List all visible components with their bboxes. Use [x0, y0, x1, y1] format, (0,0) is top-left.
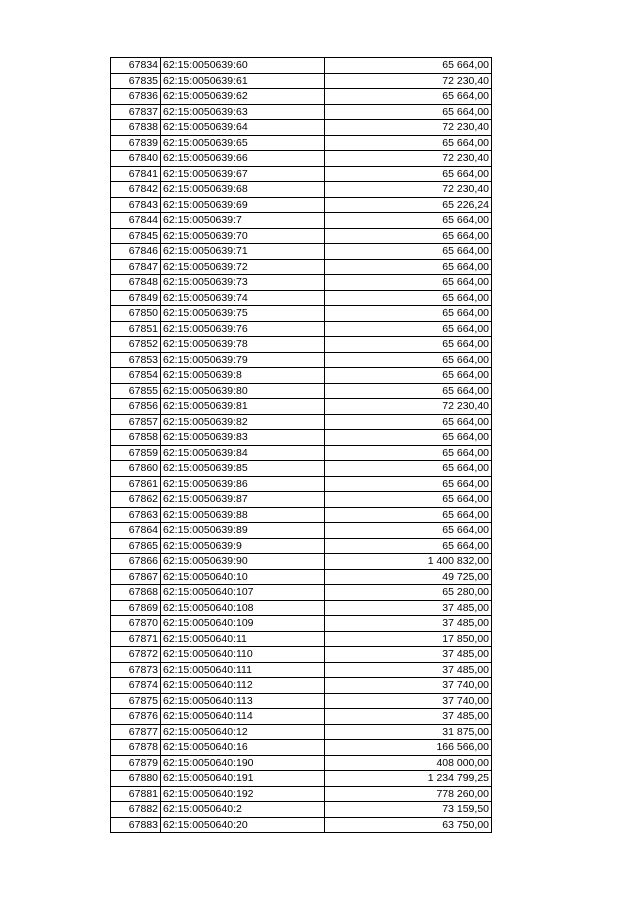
cadastral-value-cell: 65 664,00: [325, 461, 492, 477]
table-row: [111, 430, 492, 446]
cadastral-value-cell: 65 664,00: [325, 523, 492, 539]
cadastral-value-cell: 65 280,00: [325, 585, 492, 601]
table-row: [111, 802, 492, 818]
row-number-cell: 67883: [111, 817, 161, 833]
cadastral-value-cell: 37 740,00: [325, 693, 492, 709]
table-row: [111, 368, 492, 384]
row-number-cell: 67866: [111, 554, 161, 570]
table-row: [111, 383, 492, 399]
cadastral-number-cell: 62:15:0050640:16: [161, 740, 325, 756]
row-number-cell: 67862: [111, 492, 161, 508]
cadastral-number-cell: 62:15:0050639:7: [161, 213, 325, 229]
row-number-cell: 67864: [111, 523, 161, 539]
table-row: [111, 352, 492, 368]
cadastral-number-cell: 62:15:0050640:11: [161, 631, 325, 647]
table-row: [111, 709, 492, 725]
table-row: [111, 306, 492, 322]
cadastral-value-cell: 65 664,00: [325, 321, 492, 337]
cadastral-value-cell: 65 664,00: [325, 244, 492, 260]
cadastral-value-cell: 65 664,00: [325, 352, 492, 368]
table-row: [111, 647, 492, 663]
table-row: [111, 244, 492, 260]
cadastral-value-cell: 65 664,00: [325, 414, 492, 430]
row-number-cell: 67855: [111, 383, 161, 399]
table-row: [111, 740, 492, 756]
row-number-cell: 67876: [111, 709, 161, 725]
table-row: [111, 414, 492, 430]
cadastral-number-cell: 62:15:0050639:71: [161, 244, 325, 260]
cadastral-number-cell: 62:15:0050639:81: [161, 399, 325, 415]
cadastral-value-cell: 65 664,00: [325, 104, 492, 120]
row-number-cell: 67858: [111, 430, 161, 446]
cadastral-number-cell: 62:15:0050639:61: [161, 73, 325, 89]
cadastral-number-cell: 62:15:0050639:88: [161, 507, 325, 523]
row-number-cell: 67838: [111, 120, 161, 136]
table-row: [111, 290, 492, 306]
row-number-cell: 67841: [111, 166, 161, 182]
row-number-cell: 67879: [111, 755, 161, 771]
table-row: [111, 507, 492, 523]
cadastral-number-cell: 62:15:0050639:69: [161, 197, 325, 213]
row-number-cell: 67861: [111, 476, 161, 492]
cadastral-number-cell: 62:15:0050639:82: [161, 414, 325, 430]
table-row: [111, 755, 492, 771]
row-number-cell: 67840: [111, 151, 161, 167]
cadastral-value-cell: 65 664,00: [325, 306, 492, 322]
cadastral-number-cell: 62:15:0050639:78: [161, 337, 325, 353]
table-row: [111, 151, 492, 167]
row-number-cell: 67834: [111, 58, 161, 74]
cadastral-value-cell: 65 664,00: [325, 213, 492, 229]
cadastral-number-cell: 62:15:0050640:192: [161, 786, 325, 802]
row-number-cell: 67847: [111, 259, 161, 275]
row-number-cell: 67872: [111, 647, 161, 663]
cadastral-number-cell: 62:15:0050639:89: [161, 523, 325, 539]
cadastral-number-cell: 62:15:0050639:76: [161, 321, 325, 337]
row-number-cell: 67856: [111, 399, 161, 415]
cadastral-value-cell: 65 664,00: [325, 337, 492, 353]
row-number-cell: 67850: [111, 306, 161, 322]
cadastral-number-cell: 62:15:0050640:10: [161, 569, 325, 585]
cadastral-number-cell: 62:15:0050640:109: [161, 616, 325, 632]
cadastral-number-cell: 62:15:0050639:62: [161, 89, 325, 105]
cadastral-value-cell: 37 485,00: [325, 647, 492, 663]
cadastral-value-cell: 37 485,00: [325, 616, 492, 632]
row-number-cell: 67835: [111, 73, 161, 89]
cadastral-value-cell: 72 230,40: [325, 120, 492, 136]
cadastral-value-cell: 1 234 799,25: [325, 771, 492, 787]
table-row: [111, 693, 492, 709]
table-row: [111, 631, 492, 647]
cadastral-value-cell: 65 664,00: [325, 166, 492, 182]
cadastral-number-cell: 62:15:0050639:90: [161, 554, 325, 570]
cadastral-number-cell: 62:15:0050639:8: [161, 368, 325, 384]
table-row: [111, 554, 492, 570]
table-row: [111, 275, 492, 291]
cadastral-value-table: [110, 57, 492, 833]
cadastral-value-cell: 65 664,00: [325, 228, 492, 244]
table-row: [111, 58, 492, 74]
cadastral-value-cell: 49 725,00: [325, 569, 492, 585]
row-number-cell: 67854: [111, 368, 161, 384]
cadastral-number-cell: 62:15:0050639:72: [161, 259, 325, 275]
row-number-cell: 67863: [111, 507, 161, 523]
cadastral-value-cell: 63 750,00: [325, 817, 492, 833]
cadastral-value-cell: 65 664,00: [325, 290, 492, 306]
table-row: [111, 73, 492, 89]
cadastral-number-cell: 62:15:0050639:60: [161, 58, 325, 74]
row-number-cell: 67843: [111, 197, 161, 213]
cadastral-number-cell: 62:15:0050639:64: [161, 120, 325, 136]
table-row: [111, 321, 492, 337]
row-number-cell: 67857: [111, 414, 161, 430]
cadastral-number-cell: 62:15:0050640:107: [161, 585, 325, 601]
cadastral-value-cell: 65 664,00: [325, 507, 492, 523]
cadastral-value-cell: 31 875,00: [325, 724, 492, 740]
cadastral-number-cell: 62:15:0050639:86: [161, 476, 325, 492]
cadastral-value-cell: 72 230,40: [325, 399, 492, 415]
table-body: [111, 58, 492, 833]
table-row: [111, 817, 492, 833]
table-row: [111, 616, 492, 632]
cadastral-number-cell: 62:15:0050639:80: [161, 383, 325, 399]
row-number-cell: 67880: [111, 771, 161, 787]
row-number-cell: 67844: [111, 213, 161, 229]
table-row: [111, 771, 492, 787]
table-row: [111, 569, 492, 585]
row-number-cell: 67868: [111, 585, 161, 601]
cadastral-number-cell: 62:15:0050639:9: [161, 538, 325, 554]
row-number-cell: 67859: [111, 445, 161, 461]
table-row: [111, 120, 492, 136]
table-row: [111, 678, 492, 694]
cadastral-value-cell: 65 664,00: [325, 89, 492, 105]
cadastral-number-cell: 62:15:0050640:111: [161, 662, 325, 678]
table-row: [111, 104, 492, 120]
cadastral-number-cell: 62:15:0050639:65: [161, 135, 325, 151]
table-row: [111, 786, 492, 802]
cadastral-number-cell: 62:15:0050639:85: [161, 461, 325, 477]
cadastral-value-cell: 166 566,00: [325, 740, 492, 756]
cadastral-value-cell: 65 664,00: [325, 492, 492, 508]
cadastral-value-cell: 37 485,00: [325, 662, 492, 678]
cadastral-number-cell: 62:15:0050639:73: [161, 275, 325, 291]
table-row: [111, 523, 492, 539]
row-number-cell: 67873: [111, 662, 161, 678]
row-number-cell: 67837: [111, 104, 161, 120]
row-number-cell: 67851: [111, 321, 161, 337]
row-number-cell: 67842: [111, 182, 161, 198]
cadastral-value-cell: 65 664,00: [325, 259, 492, 275]
cadastral-number-cell: 62:15:0050640:20: [161, 817, 325, 833]
row-number-cell: 67860: [111, 461, 161, 477]
cadastral-value-cell: 73 159,50: [325, 802, 492, 818]
table-row: [111, 337, 492, 353]
table-row: [111, 182, 492, 198]
cadastral-value-cell: 65 664,00: [325, 476, 492, 492]
row-number-cell: 67845: [111, 228, 161, 244]
table-row: [111, 476, 492, 492]
table-row: [111, 538, 492, 554]
table-row: [111, 600, 492, 616]
cadastral-number-cell: 62:15:0050640:2: [161, 802, 325, 818]
cadastral-value-cell: 778 260,00: [325, 786, 492, 802]
row-number-cell: 67881: [111, 786, 161, 802]
table-row: [111, 259, 492, 275]
cadastral-number-cell: 62:15:0050639:67: [161, 166, 325, 182]
row-number-cell: 67865: [111, 538, 161, 554]
row-number-cell: 67836: [111, 89, 161, 105]
row-number-cell: 67875: [111, 693, 161, 709]
cadastral-number-cell: 62:15:0050640:190: [161, 755, 325, 771]
cadastral-value-cell: 65 664,00: [325, 58, 492, 74]
cadastral-value-cell: 408 000,00: [325, 755, 492, 771]
cadastral-value-cell: 1 400 832,00: [325, 554, 492, 570]
row-number-cell: 67878: [111, 740, 161, 756]
cadastral-value-cell: 65 226,24: [325, 197, 492, 213]
cadastral-number-cell: 62:15:0050639:87: [161, 492, 325, 508]
cadastral-number-cell: 62:15:0050639:83: [161, 430, 325, 446]
table-row: [111, 461, 492, 477]
row-number-cell: 67874: [111, 678, 161, 694]
cadastral-value-cell: 72 230,40: [325, 151, 492, 167]
cadastral-number-cell: 62:15:0050639:63: [161, 104, 325, 120]
row-number-cell: 67870: [111, 616, 161, 632]
table-row: [111, 492, 492, 508]
cadastral-value-cell: 72 230,40: [325, 182, 492, 198]
row-number-cell: 67848: [111, 275, 161, 291]
row-number-cell: 67853: [111, 352, 161, 368]
row-number-cell: 67846: [111, 244, 161, 260]
cadastral-number-cell: 62:15:0050640:114: [161, 709, 325, 725]
table-row: [111, 662, 492, 678]
table-row: [111, 228, 492, 244]
cadastral-value-cell: 65 664,00: [325, 368, 492, 384]
cadastral-value-cell: 65 664,00: [325, 430, 492, 446]
cadastral-value-cell: 65 664,00: [325, 135, 492, 151]
row-number-cell: 67882: [111, 802, 161, 818]
cadastral-value-cell: 37 485,00: [325, 600, 492, 616]
cadastral-number-cell: 62:15:0050640:191: [161, 771, 325, 787]
cadastral-number-cell: 62:15:0050639:66: [161, 151, 325, 167]
table-row: [111, 89, 492, 105]
row-number-cell: 67839: [111, 135, 161, 151]
table-row: [111, 197, 492, 213]
table-row: [111, 724, 492, 740]
cadastral-number-cell: 62:15:0050640:12: [161, 724, 325, 740]
cadastral-value-cell: 37 740,00: [325, 678, 492, 694]
cadastral-number-cell: 62:15:0050640:112: [161, 678, 325, 694]
row-number-cell: 67871: [111, 631, 161, 647]
cadastral-number-cell: 62:15:0050639:70: [161, 228, 325, 244]
cadastral-number-cell: 62:15:0050639:75: [161, 306, 325, 322]
table-row: [111, 166, 492, 182]
table-row: [111, 135, 492, 151]
table-row: [111, 399, 492, 415]
row-number-cell: 67867: [111, 569, 161, 585]
cadastral-number-cell: 62:15:0050639:74: [161, 290, 325, 306]
cadastral-number-cell: 62:15:0050640:113: [161, 693, 325, 709]
row-number-cell: 67849: [111, 290, 161, 306]
cadastral-value-cell: 17 850,00: [325, 631, 492, 647]
row-number-cell: 67877: [111, 724, 161, 740]
cadastral-value-cell: 65 664,00: [325, 275, 492, 291]
cadastral-value-cell: 65 664,00: [325, 445, 492, 461]
cadastral-value-cell: 72 230,40: [325, 73, 492, 89]
table-row: [111, 213, 492, 229]
cadastral-value-cell: 65 664,00: [325, 383, 492, 399]
cadastral-number-cell: 62:15:0050640:108: [161, 600, 325, 616]
row-number-cell: 67852: [111, 337, 161, 353]
table-row: [111, 585, 492, 601]
table-row: [111, 445, 492, 461]
cadastral-value-cell: 37 485,00: [325, 709, 492, 725]
cadastral-number-cell: 62:15:0050639:68: [161, 182, 325, 198]
row-number-cell: 67869: [111, 600, 161, 616]
cadastral-value-cell: 65 664,00: [325, 538, 492, 554]
cadastral-number-cell: 62:15:0050639:84: [161, 445, 325, 461]
cadastral-number-cell: 62:15:0050639:79: [161, 352, 325, 368]
cadastral-number-cell: 62:15:0050640:110: [161, 647, 325, 663]
